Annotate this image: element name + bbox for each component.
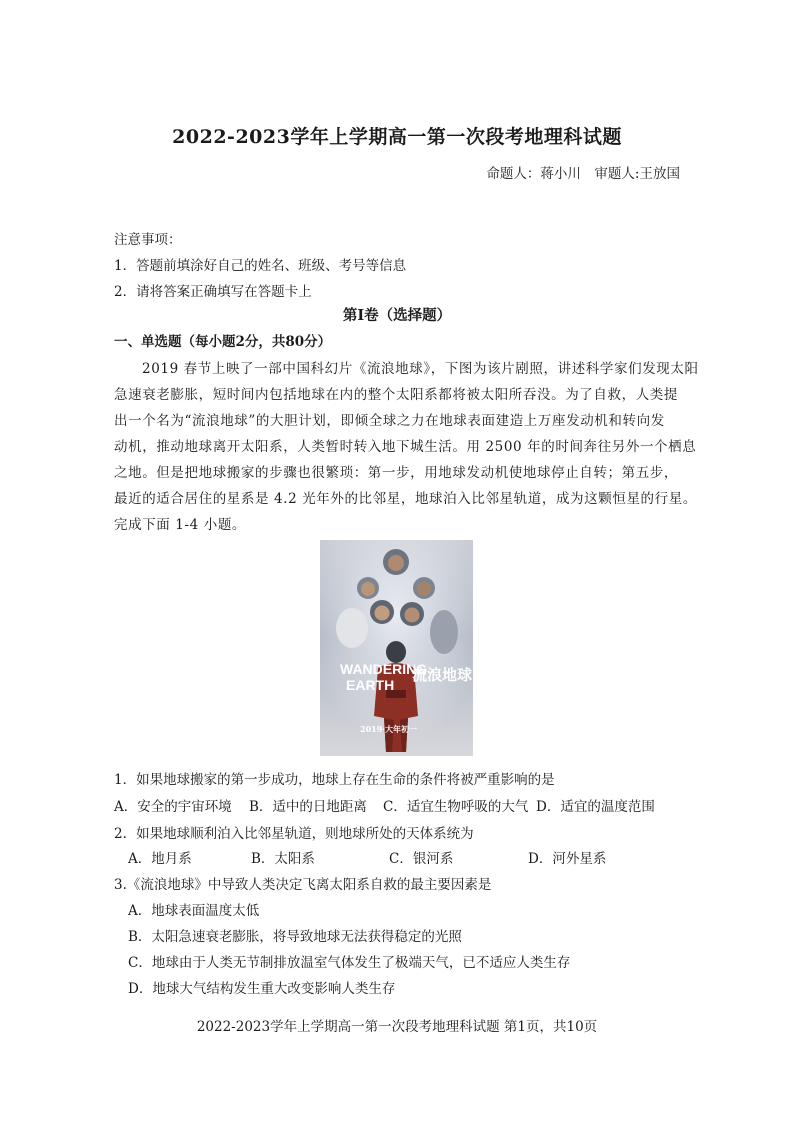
question-1-option-d: D．适宜的温度范围	[536, 799, 655, 815]
question-3-option-c: C．地球由于人类无节制排放温室气体发生了极端天气，已不适应人类生存	[128, 955, 571, 971]
notice-heading: 注意事项：	[114, 232, 182, 248]
question-1-option-a: A．安全的宇宙环境	[114, 799, 232, 815]
passage-line-2: 急速衰老膨胀，短时间内包括地球在内的整个太阳系都将被太阳所吞没。为了自救，人类提	[114, 387, 678, 403]
notice-item-1: 1．答题前填涂好自己的姓名、班级、考号等信息	[114, 258, 407, 274]
movie-poster-image	[320, 540, 473, 756]
exam-authors: 命题人：蒋小川 审题人:王放国	[486, 166, 680, 182]
page-title: 2022-2023学年上学期高一第一次段考地理科试题	[172, 126, 622, 148]
question-2-option-b: B．太阳系	[251, 851, 315, 867]
question-3-option-a: A．地球表面温度太低	[128, 903, 260, 919]
poster-title-en-2: EARTH	[346, 677, 395, 693]
question-1-option-b: B．适中的日地距离	[249, 799, 367, 815]
passage-line-5: 之地。但是把地球搬家的步骤也很繁琐：第一步，用地球发动机使地球停止自转；第五步，	[114, 465, 678, 481]
section-title: 第Ⅰ卷（选择题）	[342, 307, 452, 324]
question-3-option-b: B．太阳急速衰老膨胀，将导致地球无法获得稳定的光照	[128, 929, 462, 945]
passage-line-4: 动机，推动地球离开太阳系，人类暂时转入地下城生活。用 2500 年的时间奔往另外一个栖息	[114, 439, 697, 455]
passage-line-7: 完成下面 1-4 小题。	[114, 517, 247, 533]
notice-item-2: 2．请将答案正确填写在答题卡上	[114, 284, 312, 300]
question-1-option-c: C．适宜生物呼吸的大气	[383, 799, 529, 815]
question-2-option-a: A．地月系	[128, 851, 192, 867]
question-2-option-d: D．河外星系	[528, 851, 607, 867]
part-title: 一、单选题（每小题2分，共80分）	[114, 334, 332, 350]
question-1-stem: 1．如果地球搬家的第一步成功，地球上存在生命的条件将被严重影响的是	[114, 772, 555, 788]
question-3-stem: 3.《流浪地球》中导致人类决定飞离太阳系自救的最主要因素是	[114, 877, 492, 893]
poster-title-cn: 流浪地球	[412, 666, 473, 684]
passage-line-6: 最近的适合居住的星系是 4.2 光年外的比邻星，地球泊入比邻星轨道，成为这颗恒星的行星。	[114, 491, 697, 507]
poster-date: 2019·大年初一	[360, 724, 418, 734]
question-2-stem: 2．如果地球顺利泊入比邻星轨道，则地球所处的天体系统为	[114, 826, 474, 842]
page-footer: 2022-2023学年上学期高一第一次段考地理科试题 第1页，共10页	[196, 1019, 598, 1035]
question-3-option-d: D．地球大气结构发生重大改变影响人类生存	[128, 981, 396, 997]
question-2-option-c: C．银河系	[389, 851, 454, 867]
passage-line-3: 出一个名为“流浪地球”的大胆计划，即倾全球之力在地球表面建造上万座发动机和转向发	[114, 413, 665, 429]
poster-title-en-1: WANDERING	[340, 661, 428, 677]
passage-line-1: 2019 春节上映了一部中国科幻片《流浪地球》，下图为该片剧照，讲述科学家们发现太阳	[142, 361, 699, 377]
